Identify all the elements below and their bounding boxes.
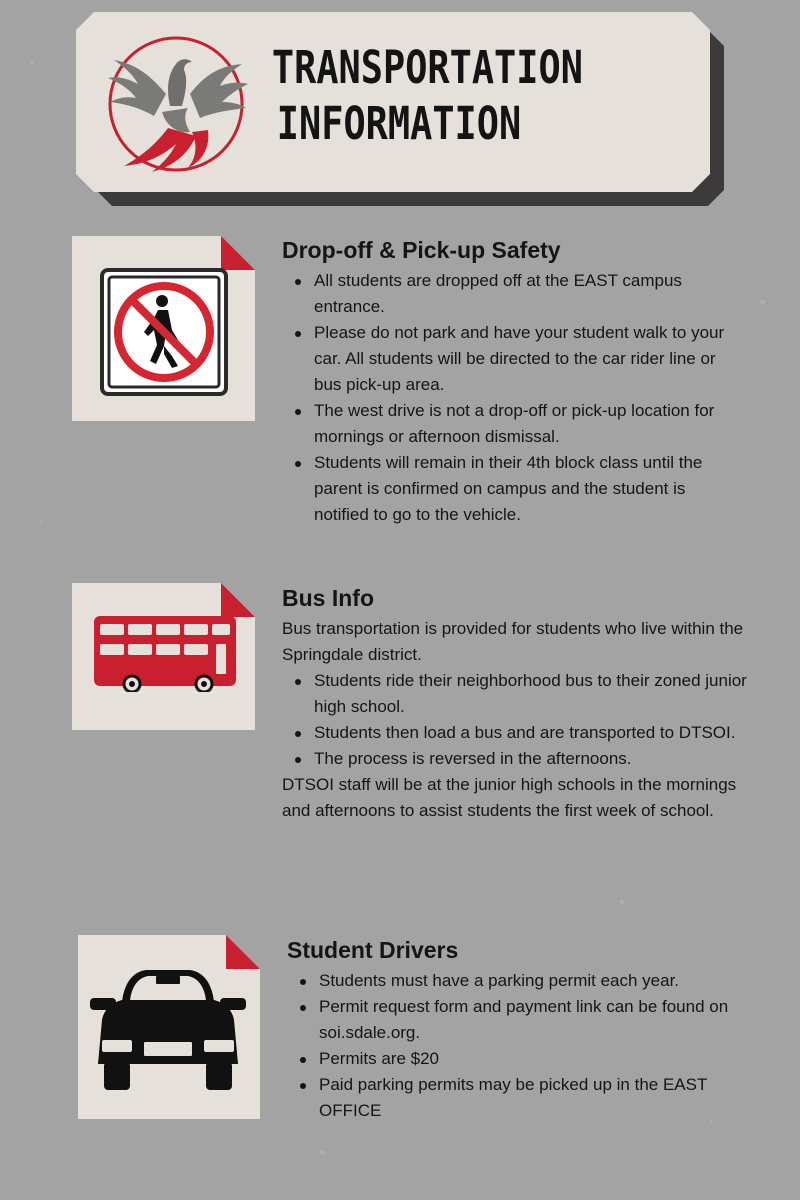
list-item: Students will remain in their 4th block class until the parent is confirmed on campus and the student is notified to go to the vehicle. — [314, 450, 742, 528]
dropoff-list — [282, 268, 742, 528]
list-item: Paid parking permits may be picked up in the EAST OFFICE — [319, 1072, 747, 1124]
double-decker-bus-icon — [92, 614, 238, 692]
phoenix-logo-icon — [96, 16, 256, 186]
list-item: The west drive is not a drop-off or pick-up location for mornings or afternoon dismissal. — [314, 398, 742, 450]
title-line-2: INFORMATION — [276, 97, 522, 150]
drivers-section — [287, 936, 747, 1124]
list-item: Students then load a bus and are transported to DTSOI. — [314, 720, 752, 746]
bus-outro: DTSOI staff will be at the junior high schools in the mornings and afternoons to assist students the first week of school. — [282, 775, 737, 820]
background-texture — [40, 520, 43, 523]
bus-section — [282, 584, 752, 824]
bus-title: Bus Info — [282, 585, 374, 611]
background-texture — [320, 1150, 325, 1155]
drivers-title: Student Drivers — [287, 937, 459, 963]
no-pedestrian-sign-icon — [100, 268, 228, 396]
drivers-list — [287, 968, 747, 1124]
card-fold-corner — [221, 583, 255, 617]
list-item: The process is reversed in the afternoons. — [314, 746, 752, 772]
page-title — [271, 40, 583, 152]
background-texture — [30, 60, 34, 64]
list-item: Permits are $20 — [319, 1046, 747, 1072]
car-front-icon — [88, 964, 248, 1094]
list-item: Permit request form and payment link can be found on soi.sdale.org. — [319, 994, 747, 1046]
bus-list — [282, 668, 752, 772]
title-line-1: TRANSPORTATION — [271, 41, 583, 94]
background-texture — [760, 300, 765, 305]
dropoff-section — [282, 236, 742, 528]
card-fold-corner — [221, 236, 255, 270]
list-item: Please do not park and have your student walk to your car. All students will be directed to the car rider line or bus pick-up area. — [314, 320, 742, 398]
list-item: All students are dropped off at the EAST campus entrance. — [314, 268, 742, 320]
background-texture — [620, 900, 624, 904]
dropoff-title: Drop-off & Pick-up Safety — [282, 237, 561, 263]
list-item: Students must have a parking permit each year. — [319, 968, 747, 994]
bus-intro: Bus transportation is provided for students who live within the Springdale district. — [282, 619, 744, 664]
list-item: Students ride their neighborhood bus to their zoned junior high school. — [314, 668, 752, 720]
